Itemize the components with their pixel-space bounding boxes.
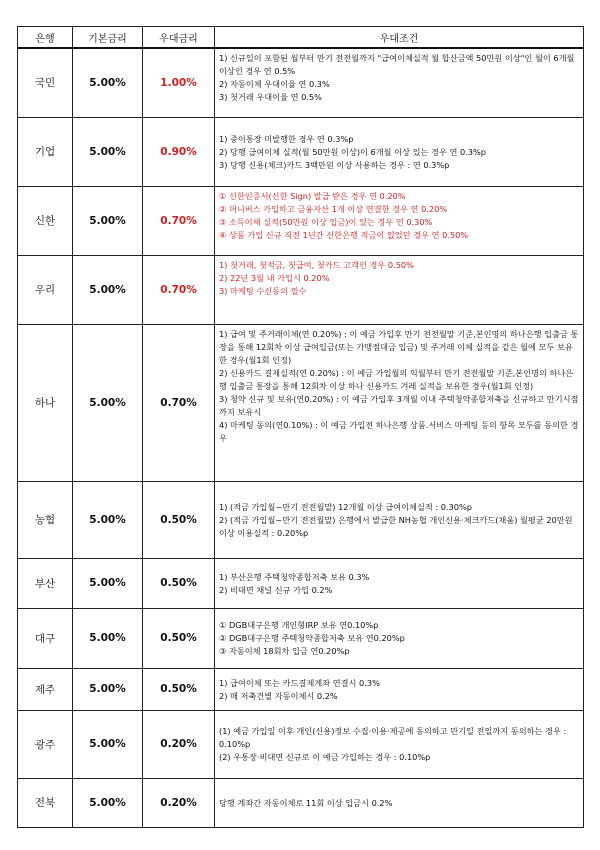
preferred-rate: 0.70% xyxy=(143,255,215,324)
table-row xyxy=(18,48,584,117)
conditions-cell xyxy=(215,255,584,324)
header-base-rate: 기본금리 xyxy=(73,27,143,49)
condition-line: ③ 소득이체 실적(50만원 이상 입금)이 있는 경우 연 0.30% xyxy=(219,216,433,227)
condition-line: (2) 우통장·비대면 신규로 이 예금 가입하는 경우 : 0.10%p xyxy=(219,752,431,762)
base-rate: 5.00% xyxy=(73,778,143,827)
condition-line: 2) 당행 급여이체 실적(월 50만원 이상)이 6개월 이상 있는 경우 연 0.3%p xyxy=(219,146,486,157)
base-rate: 5.00% xyxy=(73,324,143,481)
preferred-rate: 0.20% xyxy=(143,710,215,778)
condition-line: 2) 매 저축건별 자동이체시 0.2% xyxy=(219,690,338,701)
condition-line: ④ 상품 가입 신규 직전 1년간 신한은행 적금이 없었던 경우 연 0.50% xyxy=(219,229,469,240)
bank-name: 하나 xyxy=(18,324,73,481)
condition-line: 2) (적금 가입월~만기 전전월말) 은행에서 발급한 NH농협 개인신용·체크카드(채움) 월평균 20만원이상 이용실적 : 0.20%p xyxy=(219,514,573,538)
conditions-cell xyxy=(215,117,584,186)
table-header xyxy=(18,27,584,49)
condition-line: 1) 급여이체 또는 카드결제계좌 연결시 0.3% xyxy=(219,677,380,688)
conditions-cell xyxy=(215,778,584,827)
base-rate: 5.00% xyxy=(73,481,143,558)
table-row xyxy=(18,481,584,558)
condition-line: ① 신한인증서(신한 Sign) 발급 받은 경우 연 0.20% xyxy=(219,190,406,201)
savings-rate-table xyxy=(17,26,584,828)
conditions-cell xyxy=(215,710,584,778)
table-row xyxy=(18,668,584,710)
base-rate: 5.00% xyxy=(73,668,143,710)
base-rate: 5.00% xyxy=(73,48,143,117)
condition-line: 3) 청약 신규 및 보유(연0.20%) : 이 예금 가입후 3개월 이내 주택청약종합저축을 신규하고 만기시점까지 보유시 xyxy=(219,393,579,417)
table-row xyxy=(18,608,584,668)
preferred-rate: 1.00% xyxy=(143,48,215,117)
conditions-cell xyxy=(215,324,584,481)
table-row xyxy=(18,186,584,255)
condition-line: ① DGB대구은행 개인형IRP 보유 연0.10%p xyxy=(219,620,379,630)
header-bank: 은행 xyxy=(18,27,73,49)
conditions-cell xyxy=(215,668,584,710)
condition-line: ③ 자동이체 18회차 입금 연0.20%p xyxy=(219,646,350,656)
condition-line: 1) 중이통장 미발행한 경우 연 0.3%p xyxy=(219,133,354,144)
condition-line: 3) 첫거래 우대이율 연 0.5% xyxy=(219,92,322,102)
preferred-rate: 0.50% xyxy=(143,668,215,710)
conditions-cell xyxy=(215,608,584,668)
table-row xyxy=(18,255,584,324)
condition-line: (1) 예금 가입일 이후 개인(신용)정보 수집·이용·제공에 동의하고 만기일 전일까지 동의하는 경우 : 0.10%p xyxy=(219,726,567,749)
table-row xyxy=(18,558,584,608)
bank-name: 대구 xyxy=(18,608,73,668)
condition-line: 3) 마케팅 수신동의 필수 xyxy=(219,285,307,296)
condition-line: 3) 당행 신용(체크)카드 3백만원 이상 사용하는 경우 : 연 0.3%p xyxy=(219,159,450,170)
bank-name: 전북 xyxy=(18,778,73,827)
condition-line: 1) 급여 및 주거래이체(연 0.20%) : 이 예금 가입후 만기 전전월말 기준,본인명의 하나은행 입출금 통장을 통해 12회차 이상 급여입금(또는 가맹점대금 입금) 및 주거래 이체 실적을 같은 월에 모두 보유한 경우(월1회 인정) xyxy=(219,328,579,365)
preferred-rate: 0.50% xyxy=(143,558,215,608)
bank-name: 기업 xyxy=(18,117,73,186)
conditions-cell xyxy=(215,558,584,608)
table-row xyxy=(18,324,584,481)
preferred-rate: 0.70% xyxy=(143,186,215,255)
preferred-rate: 0.70% xyxy=(143,324,215,481)
bank-name: 농협 xyxy=(18,481,73,558)
table-row xyxy=(18,710,584,778)
condition-line: 1) 신규일이 포함된 월부터 만기 전전월까지 "급여이체실적 월 합산금액 50만원 이상"인 월이 6개월 이상인 경우 연 0.5% xyxy=(219,53,575,76)
preferred-rate: 0.50% xyxy=(143,608,215,668)
conditions-cell xyxy=(215,186,584,255)
preferred-rate: 0.50% xyxy=(143,481,215,558)
base-rate: 5.00% xyxy=(73,186,143,255)
header-preferred-rate: 우대금리 xyxy=(143,27,215,49)
condition-line: 2) 비대면 채널 신규 가입 0.2% xyxy=(219,584,333,595)
bank-name: 제주 xyxy=(18,668,73,710)
condition-line: 2) 22년 3월 내 가입시 0.20% xyxy=(219,272,330,283)
base-rate: 5.00% xyxy=(73,710,143,778)
condition-line: 당행 계좌간 자동이체로 11회 이상 입금시 0.2% xyxy=(219,797,393,808)
base-rate: 5.00% xyxy=(73,558,143,608)
bank-name: 신한 xyxy=(18,186,73,255)
base-rate: 5.00% xyxy=(73,255,143,324)
base-rate: 5.00% xyxy=(73,608,143,668)
bank-name: 국민 xyxy=(18,48,73,117)
condition-line: 1) (적금 가입월~만기 전전월말) 12개월 이상 급여이체실적 : 0.30%p xyxy=(219,501,472,512)
bank-name: 광주 xyxy=(18,710,73,778)
table-row xyxy=(18,778,584,827)
preferred-rate: 0.20% xyxy=(143,778,215,827)
conditions-cell xyxy=(215,48,584,117)
header-conditions: 우대조건 xyxy=(215,27,584,49)
condition-line: ② DGB대구은행 주택청약종합저축 보유 연0.20%p xyxy=(219,633,405,643)
condition-line: ② 머니버스 가입하고 금융자산 1개 이상 연결한 경우 연 0.20% xyxy=(219,203,448,214)
condition-line: 2) 자동이체 우대이율 연 0.3% xyxy=(219,79,330,89)
bank-name: 우리 xyxy=(18,255,73,324)
table-row xyxy=(18,117,584,186)
condition-line: 2) 신용카드 결제실적(연 0.20%) : 이 예금 가입월의 익월부터 만기 전전월말 기준,본인명의 하나은행 입출금 통장을 통해 12회차 이상 하나 신용카드 겨레 실적을 보유한 경우(월1회 인정) xyxy=(219,367,574,391)
condition-line: 1) 부산은행 주택청약종합저축 보유 0.3% xyxy=(219,571,370,582)
conditions-cell xyxy=(215,481,584,558)
condition-line: 4) 마케팅 동의(연0.10%) : 이 예금 가입전 하나은행 상품.서비스 마케팅 등의 항목 모두를 동의한 경우 xyxy=(219,419,579,443)
preferred-rate: 0.90% xyxy=(143,117,215,186)
bank-name: 부산 xyxy=(18,558,73,608)
condition-line: 1) 첫거래, 첫적금, 첫급여, 첫카드 고객인 경우 0.50% xyxy=(219,259,414,270)
base-rate: 5.00% xyxy=(73,117,143,186)
table-body xyxy=(18,48,584,827)
